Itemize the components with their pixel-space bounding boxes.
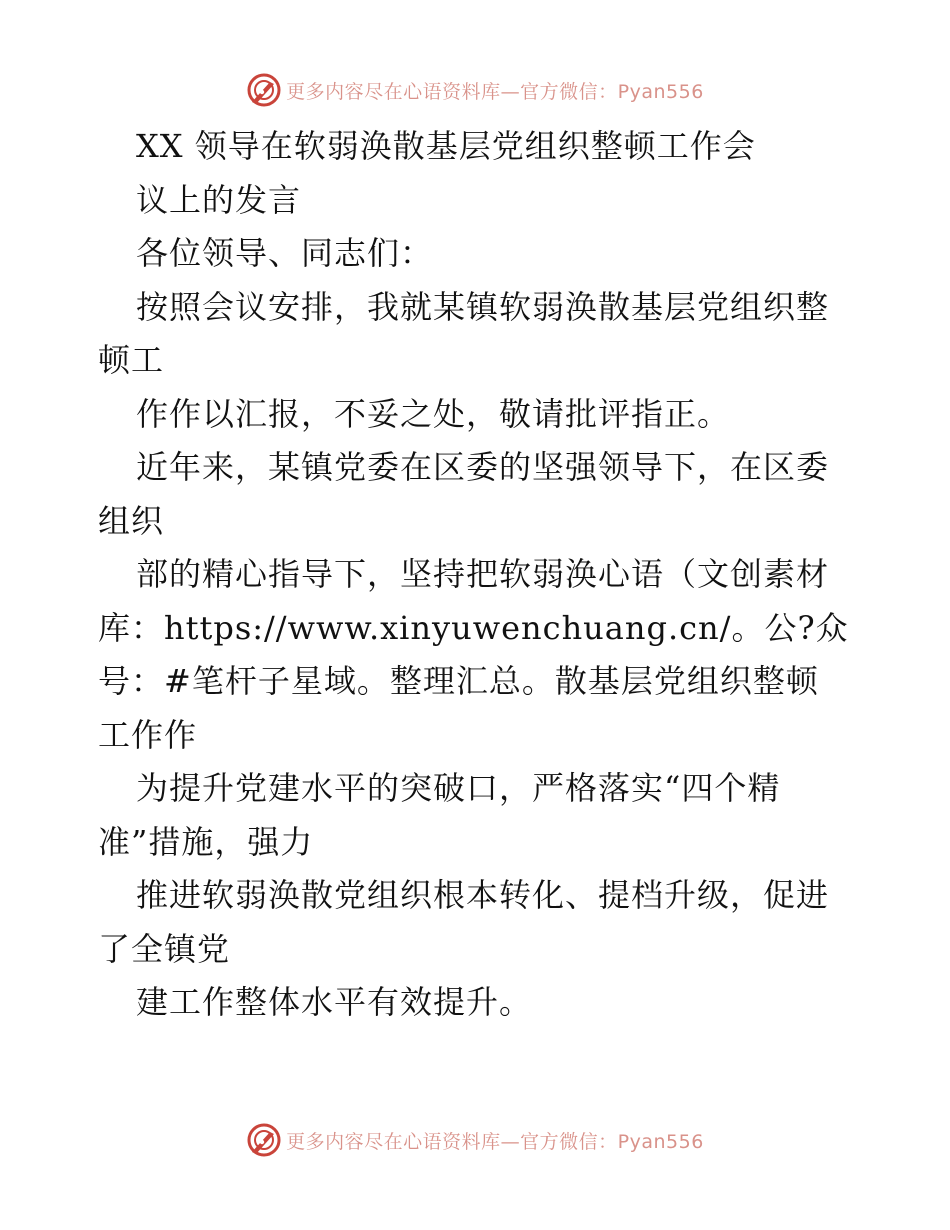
text-line: 建工作整体水平有效提升。 <box>136 983 533 1021</box>
text-line: 组织 <box>98 501 165 540</box>
footer-watermark <box>0 1120 950 1160</box>
text-line: 部的精心指导下，坚持把软弱涣心语（文创素材 <box>136 555 830 593</box>
text-line: XX 领导在软弱涣散基层党组织整顿工作会 <box>136 127 756 165</box>
brand-logo-icon <box>246 1122 282 1158</box>
text-line: 作作以汇报，不妥之处，敬请批评指正。 <box>136 394 731 433</box>
header-watermark <box>0 70 950 110</box>
brand-logo-icon <box>246 72 282 108</box>
text-line: 了全镇党 <box>98 929 231 968</box>
text-line: 近年来，某镇党委在区委的坚强领导下，在区委 <box>136 448 830 486</box>
watermark-account: Pyan556 <box>617 80 704 103</box>
watermark-account: Pyan556 <box>617 1130 704 1153</box>
document-body <box>98 120 858 1030</box>
watermark-text: 更多内容尽在心语资料库—官方微信：Pyan556 <box>286 80 704 103</box>
text-line: 为提升党建水平的突破口，严格落实“四个精 <box>136 769 781 807</box>
text-line: 库：https://www.xinyuwenchuang.cn/。公?众 <box>98 608 849 647</box>
text-line: 议上的发言 <box>136 180 302 219</box>
text-line: 准”措施，强力 <box>98 822 314 861</box>
text-line: 各位领导、同志们： <box>136 234 434 272</box>
text-line: 按照会议安排，我就某镇软弱涣散基层党组织整 <box>136 287 830 326</box>
text-line: 顿工 <box>98 341 165 379</box>
text-line: 推进软弱涣散党组织根本转化、提档升级，促进 <box>136 876 830 914</box>
watermark-text: 更多内容尽在心语资料库—官方微信：Pyan556 <box>286 1130 704 1153</box>
text-line: 号：#笔杆子星域。整理汇总。散基层党组织整顿 <box>98 662 819 700</box>
text-line: 工作作 <box>98 715 198 754</box>
